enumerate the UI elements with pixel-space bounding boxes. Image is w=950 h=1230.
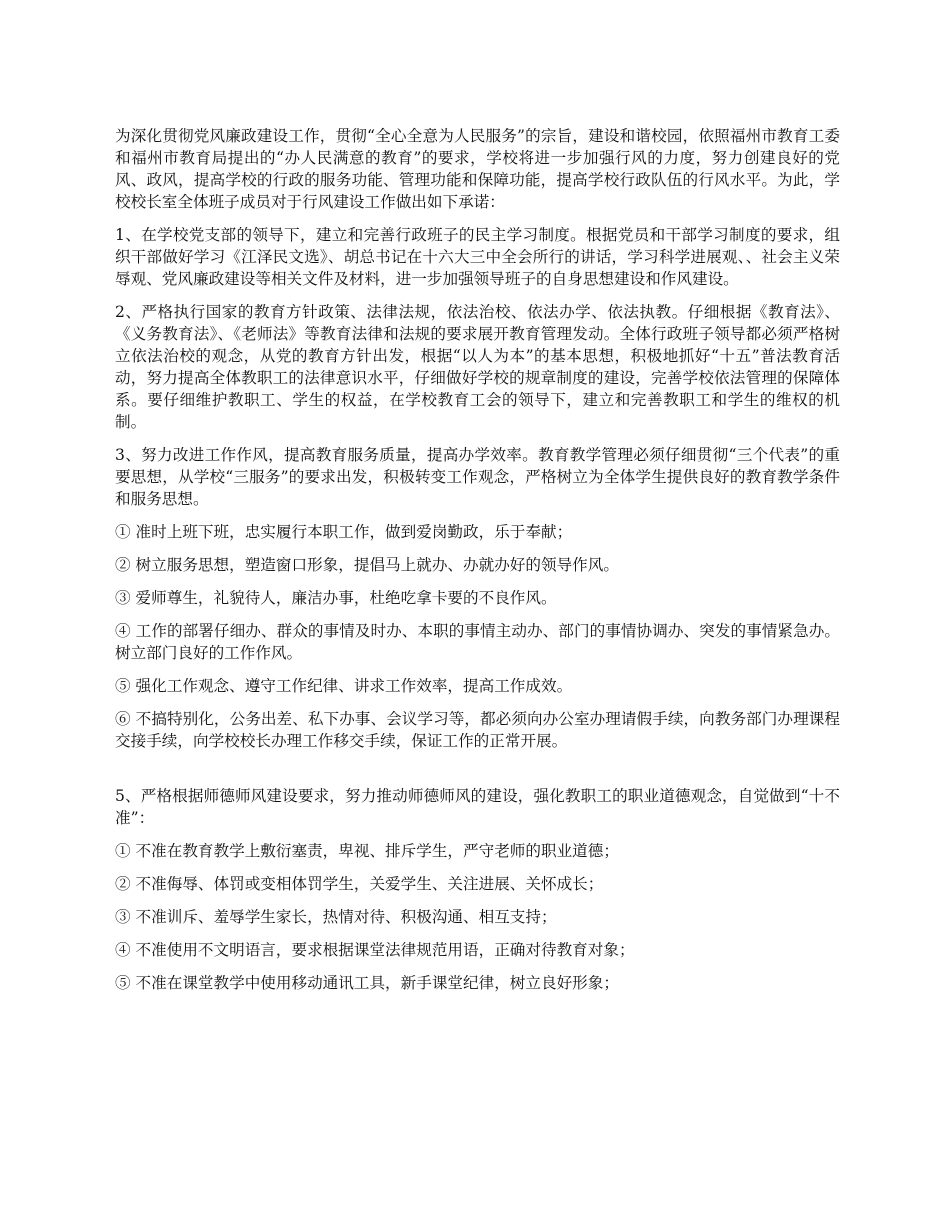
work-style-item-2: ② 树立服务思想，塑造窗口形象，提倡马上就办、办就办好的领导作风。	[115, 556, 619, 574]
ten-prohibitions-item-1: ① 不准在教育教学上敷衍塞责，卑视、排斥学生，严守老师的职业道德；	[115, 842, 619, 860]
ten-prohibitions-item-5: ⑤ 不准在课堂教学中使用移动通讯工具，新手课堂纪律，树立良好形象；	[115, 974, 619, 992]
commitment-3-paragraph: 3、努力改进工作作风，提高教育服务质量，提高办学效率。教育教学管理必须仔细贯彻“三个代表”的重要思想，从学校“三服务”的要求出发，积极转变工作观念，严格树立为全体学生提供良好的教育教学条件和服务思想。	[115, 446, 840, 508]
ten-prohibitions-item-3: ③ 不准训斥、羞辱学生家长，热情对待、积极沟通、相互支持；	[115, 908, 557, 926]
work-style-item-4: ④ 工作的部署仔细办、群众的事情及时办、本职的事情主动办、部门的事情协调办、突发的事情紧急办。树立部门良好的工作作风。	[115, 622, 840, 662]
ten-prohibitions-item-2: ② 不准侮辱、体罚或变相体罚学生，关爱学生、关注进展、关怀成长；	[115, 875, 604, 893]
work-style-item-3: ③ 爱师尊生，礼貌待人，廉洁办事，杜绝吃拿卡要的不良作风。	[115, 589, 557, 607]
work-style-item-6: ⑥ 不搞特别化，公务出差、私下办事、会议学习等，都必须向办公室办理请假手续，向教务部门办理课程交接手续，向学校校长办理工作移交手续，保证工作的正常开展。	[115, 710, 840, 750]
document-body	[115, 125, 840, 1005]
commitment-1-paragraph: 1、在学校党支部的领导下，建立和完善行政班子的民主学习制度。根据党员和干部学习制度的要求，组织干部做好学习《江泽民文选》、胡总书记在十六大三中全会所行的讲话，学习科学进展观、、社会主义荣辱观、党风廉政建设等相关文件及材料，进一步加强领导班子的自身思想建设和作风建设。	[115, 226, 840, 288]
work-style-item-1: ① 准时上班下班，忠实履行本职工作，做到爱岗勤政，乐于奉献；	[115, 523, 573, 541]
intro-paragraph: 为深化贯彻党风廉政建设工作，贯彻“全心全意为人民服务”的宗旨，建设和谐校园，依照福州市教育工委和福州市教育局提出的“办人民满意的教育”的要求，学校将进一步加强行风的力度，努力创建良好的党风、政风，提高学校的行政的服务功能、管理功能和保障功能，提高学校行政队伍的行风水平。为此，学校校长室全体班子成员对于行风建设工作做出如下承诺：	[115, 127, 840, 211]
ten-prohibitions-item-4: ④ 不准使用不文明语言，要求根据课堂法律规范用语，正确对待教育对象；	[115, 941, 635, 959]
commitment-2-paragraph: 2、严格执行国家的教育方针政策、法律法规，依法治校、依法办学、依法执教。仔细根据《教育法》、《义务教育法》、《老师法》等教育法律和法规的要求展开教育管理发动。全体行政班子领导都必须严格树立依法治校的观念，从党的教育方针出发，根据“以人为本”的基本思想，积极地抓好“十五”普法教育活动，努力提高全体教职工的法律意识水平，仔细做好学校的规章制度的建设，完善学校依法管理的保障体系。要仔细维护教职工、学生的权益，在学校教育工会的领导下，建立和完善教职工和学生的维权的机制。	[115, 303, 840, 431]
work-style-item-5: ⑤ 强化工作观念、遵守工作纪律、讲求工作效率，提高工作成效。	[115, 677, 573, 695]
commitment-5-paragraph: 5、严格根据师德师风建设要求，努力推动师德师风的建设，强化教职工的职业道德观念，自觉做到“十不准”：	[115, 787, 840, 827]
